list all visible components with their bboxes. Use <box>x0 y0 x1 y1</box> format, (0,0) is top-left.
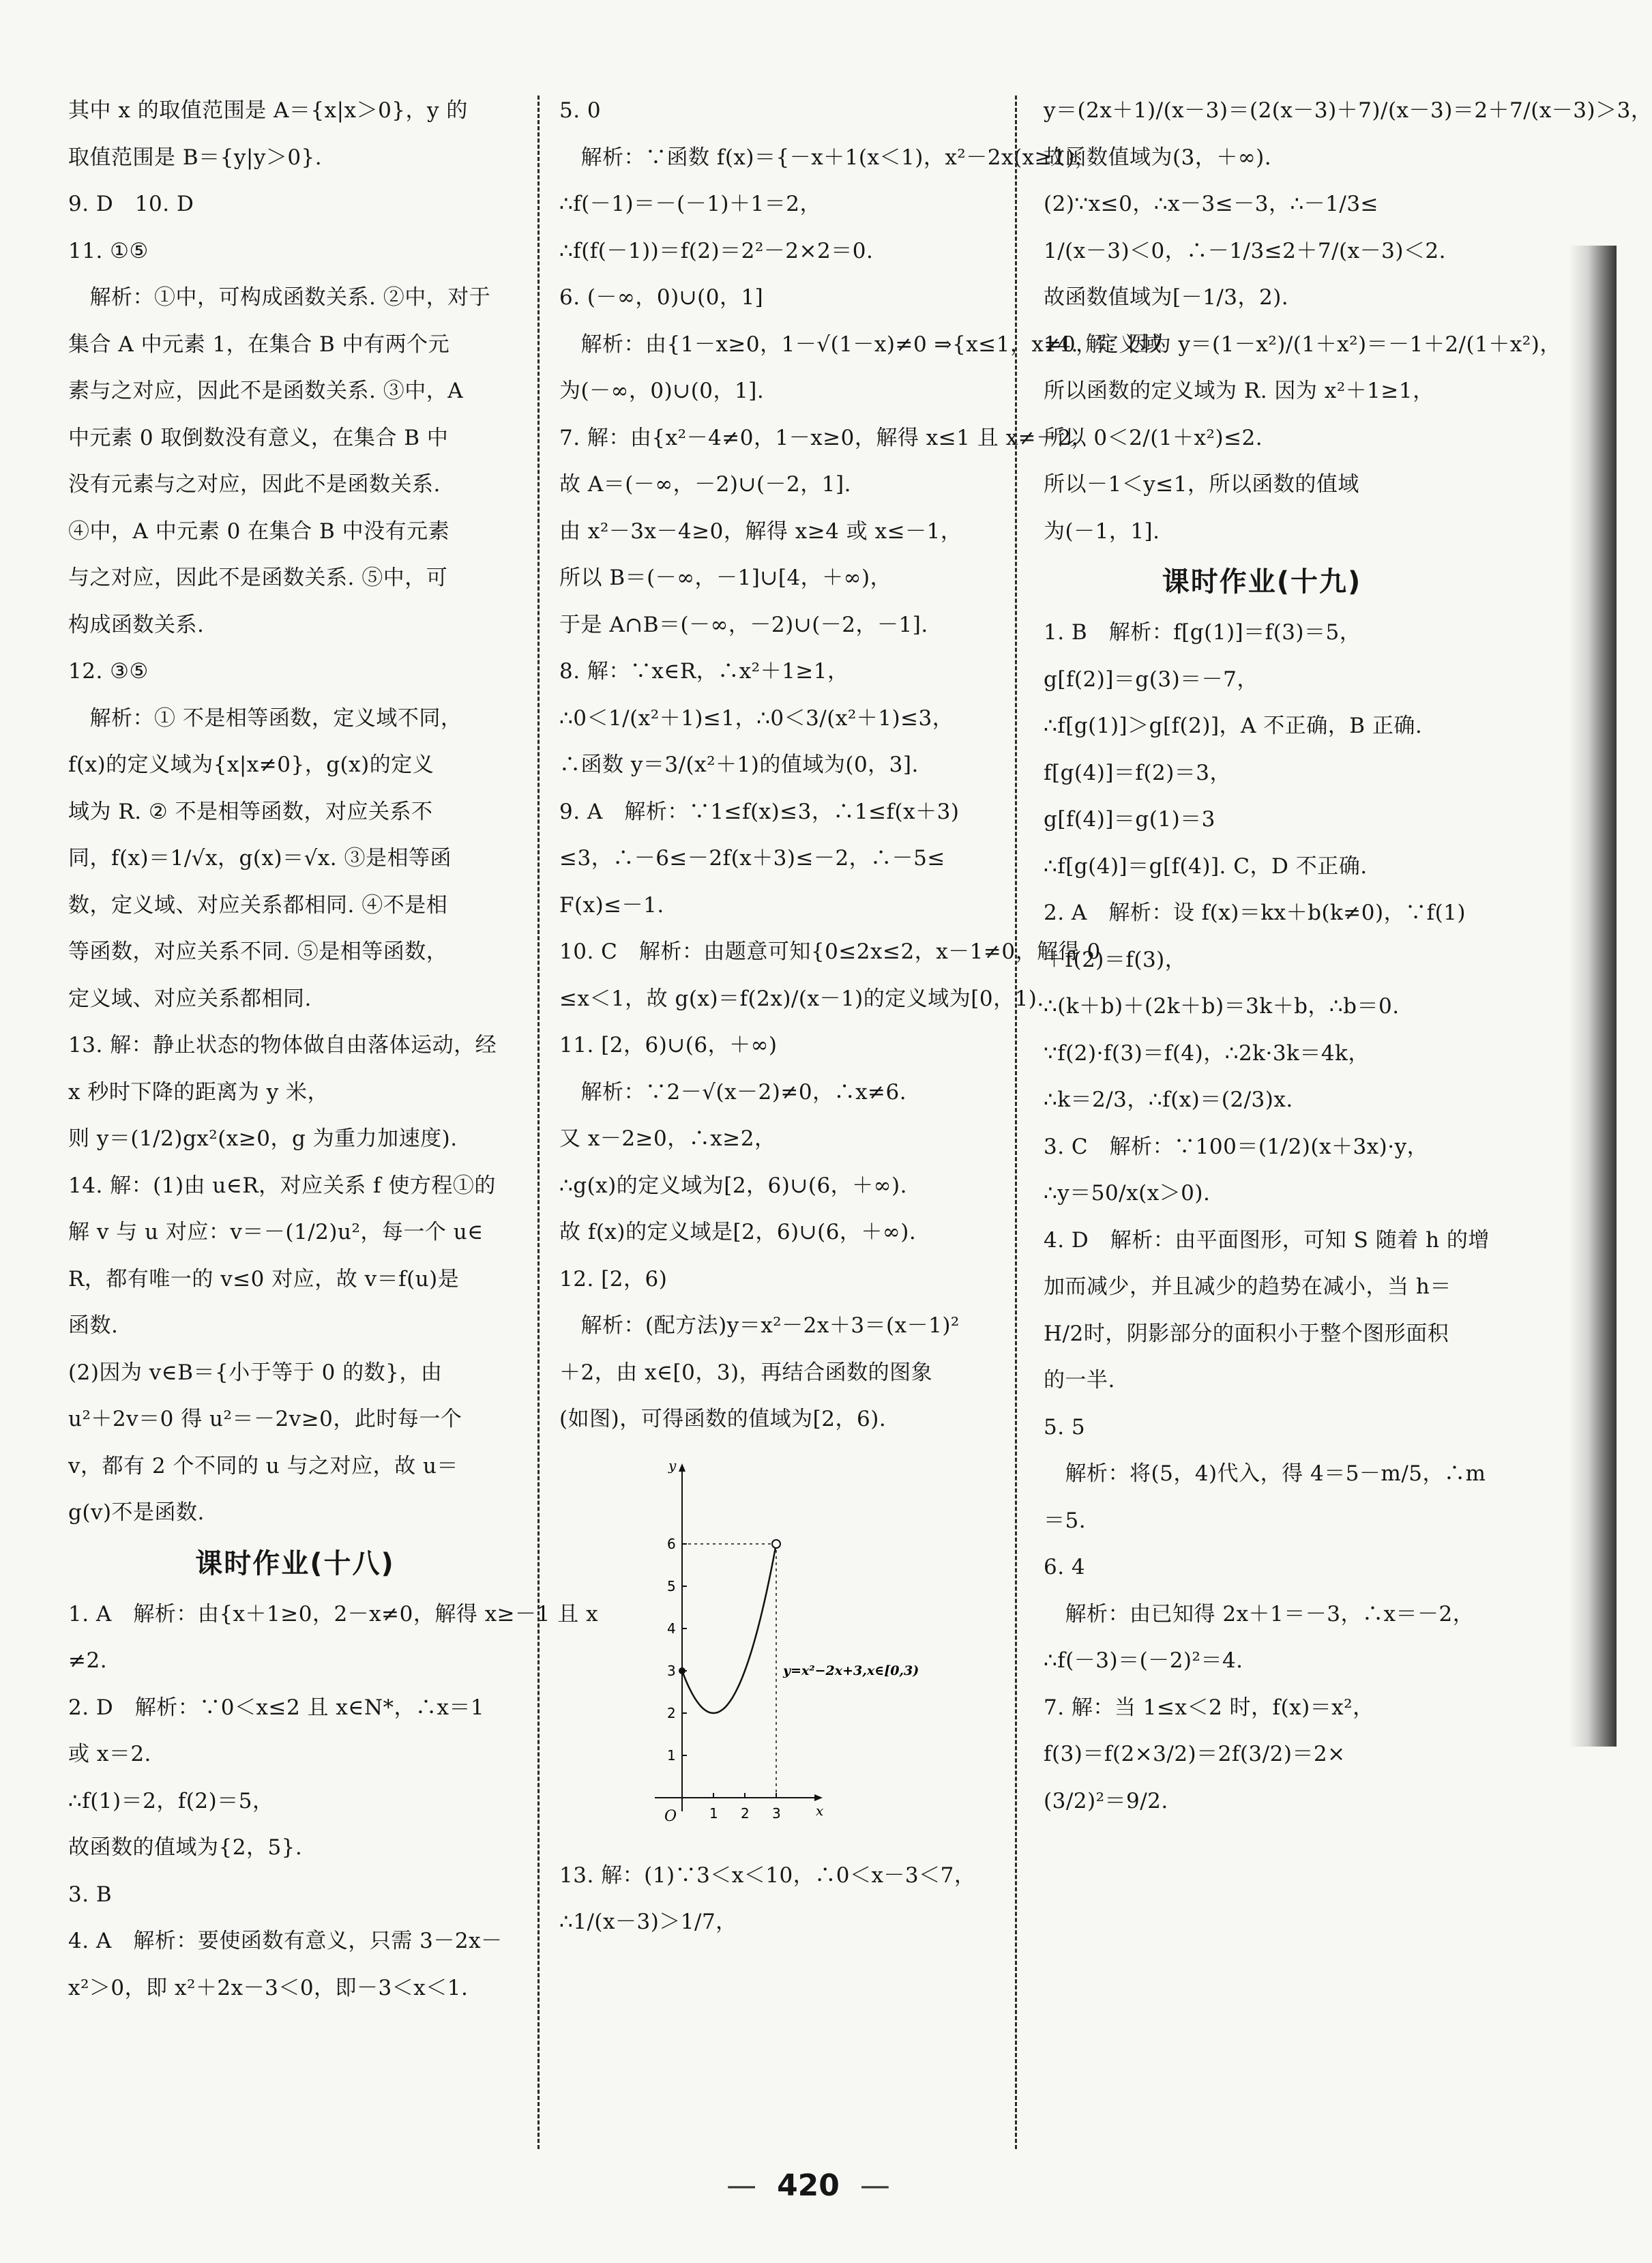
text-line: ∴f(－1)＝－(－1)＋1＝2， <box>559 192 821 216</box>
text-line: 1/(x－3)＜0，∴－1/3≤2＋7/(x－3)＜2. <box>1044 238 1447 263</box>
text-line: 所以 B＝(－∞，－1]∪[4，＋∞)， <box>559 566 892 590</box>
text-line: f[g(4)]＝f(2)＝3， <box>1044 760 1232 785</box>
text-line: 9. A 解析：∵1≤f(x)≤3，∴1≤f(x＋3) <box>559 799 960 824</box>
text-line: v，都有 2 个不同的 u 与之对应，故 u＝ <box>68 1453 458 1478</box>
text-line: 所以函数的定义域为 R. 因为 x²＋1≥1， <box>1044 379 1434 403</box>
text-line: 为(－∞，0)∪(0，1]. <box>559 379 765 403</box>
text-line: 故函数值域为[－1/3，2). <box>1044 285 1289 310</box>
text-line: f(3)＝f(2×3/2)＝2f(3/2)＝2× <box>1044 1742 1346 1766</box>
y-tick-label: 5 <box>667 1577 676 1594</box>
text-line: 解析：(配方法)y＝x²－2x＋3＝(x－1)² <box>559 1313 960 1338</box>
text-line: f(x)的定义域为{x|x≠0}，g(x)的定义 <box>68 753 434 777</box>
text-line: ∴函数 y＝3/(x²＋1)的值域为(0，3]. <box>559 753 919 777</box>
text-line: ∴f(1)＝2，f(2)＝5， <box>68 1788 274 1813</box>
text-line: 13. 解：静止状态的物体做自由落体运动，经 <box>68 1033 497 1057</box>
text-line: 中元素 0 取倒数没有意义，在集合 B 中 <box>68 425 449 450</box>
text-line: ∴f[g(1)]＞g[f(2)]，A 不正确，B 正确. <box>1044 714 1423 738</box>
x-axis-arrow <box>814 1794 823 1801</box>
text-line: 4. A 解析：要使函数有意义，只需 3－2x－ <box>68 1929 503 1953</box>
text-line: ∴f[g(4)]＝g[f(4)]. C，D 不正确. <box>1044 853 1368 879</box>
text-line: 由 x²－3x－4≥0，解得 x≥4 或 x≤－1， <box>559 519 962 544</box>
text-line: 7. 解：当 1≤x＜2 时，f(x)＝x²， <box>1044 1695 1374 1720</box>
text-line: 解析：将(5，4)代入，得 4＝5－m/5，∴m <box>1044 1461 1486 1486</box>
text-line: 则 y＝(1/2)gx²(x≥0，g 为重力加速度). <box>68 1126 458 1151</box>
origin-label: O <box>664 1807 677 1825</box>
text-line: 3. B <box>68 1882 113 1907</box>
text-line: 5. 0 <box>559 98 602 123</box>
text-line: ≤3，∴－6≤－2f(x＋3)≤－2，∴－5≤ <box>559 846 945 871</box>
text-line: ∴y＝50/x(x＞0). <box>1044 1181 1211 1206</box>
x-tick-label: 1 <box>709 1805 718 1822</box>
text-line: 故 f(x)的定义域是[2，6)∪(6，＋∞). <box>559 1220 917 1244</box>
text-line: 解 v 与 u 对应：v＝－(1/2)u²，每一个 u∈ <box>68 1220 484 1244</box>
section-heading: 课时作业(十九) <box>1162 566 1362 598</box>
text-line: ∴1/(x－3)＞1/7， <box>559 1910 737 1934</box>
text-line: 其中 x 的取值范围是 A＝{x|x＞0}，y 的 <box>68 98 468 123</box>
text-line: 定义域、对应关系都相同. <box>68 986 312 1011</box>
text-line: 5. 5 <box>1044 1414 1086 1440</box>
text-line: 8. 解：∵x∈R，∴x²＋1≥1， <box>559 659 849 684</box>
text-line: ∴k＝2/3，∴f(x)＝(2/3)x. <box>1044 1087 1293 1112</box>
y-axis-label: y <box>668 1457 677 1474</box>
text-line: 加而减少，并且减少的趋势在减小，当 h＝ <box>1044 1274 1451 1299</box>
y-tick-label: 4 <box>667 1620 676 1637</box>
y-tick-label: 1 <box>667 1747 676 1764</box>
text-line: 所以 0＜2/(1＋x²)≤2. <box>1044 425 1263 450</box>
text-line: ＋2，由 x∈[0，3)，再结合函数的图象 <box>559 1360 933 1385</box>
text-line: g(v)不是函数. <box>68 1500 205 1525</box>
text-line: 所以－1＜y≤1，所以函数的值域 <box>1044 472 1359 497</box>
text-line: (如图)，可得函数的值域为[2，6). <box>559 1407 887 1431</box>
text-line: 等函数，对应关系不同. ⑤是相等函数， <box>68 939 448 964</box>
text-line: 数，定义域、对应关系都相同. ④不是相 <box>68 892 448 918</box>
text-line: ∴f(f(－1))＝f(2)＝2²－2×2＝0. <box>559 238 874 263</box>
text-line: 12. [2，6) <box>559 1266 668 1291</box>
text-line: 2. D 解析：∵0＜x≤2 且 x∈N*，∴x＝1 <box>68 1695 485 1720</box>
text-line: 为(－1，1]. <box>1044 519 1160 544</box>
text-line: 7. 解：由{x²－4≠0，1－x≥0，解得 x≤1 且 x≠－2， <box>559 425 1093 450</box>
text-line: 的一半. <box>1044 1368 1115 1392</box>
text-line: 9. D 10. D <box>68 192 194 216</box>
text-line: 解析：由已知得 2x＋1＝－3，∴x＝－2， <box>1044 1601 1475 1626</box>
y-tick-label: 2 <box>667 1704 676 1721</box>
column-divider-1 <box>537 96 540 2149</box>
text-line: g[f(4)]＝g(1)＝3 <box>1044 807 1215 832</box>
text-line: ∴f(－3)＝(－2)²＝4. <box>1044 1648 1243 1673</box>
text-line: ＋f(2)＝f(3)， <box>1044 947 1187 972</box>
text-line: ∵f(2)·f(3)＝f(4)，∴2k·3k＝4k， <box>1044 1040 1370 1066</box>
start-point <box>679 1667 685 1674</box>
text-line: (2)∵x≤0，∴x－3≤－3，∴－1/3≤ <box>1044 192 1379 216</box>
text-line: 1. B 解析：f[g(1)]＝f(3)＝5， <box>1044 620 1361 645</box>
curve-label: y=x²−2x+3,x∈[0,3) <box>783 1663 919 1678</box>
function-graph <box>641 1443 928 1845</box>
function-graph-figure <box>559 1443 1003 1852</box>
page-number: — 420 — <box>726 2168 890 2203</box>
text-line: 构成函数关系. <box>68 612 205 637</box>
text-line: 解析：∵2－√(x－2)≠0，∴x≠6. <box>559 1079 907 1105</box>
section-heading: 课时作业(十八) <box>195 1547 395 1579</box>
text-line: 故 A＝(－∞，－2)∪(－2，1]. <box>559 472 851 497</box>
text-line: 又 x－2≥0，∴x≥2， <box>559 1126 776 1151</box>
text-line: 集合 A 中元素 1，在集合 B 中有两个元 <box>68 332 450 357</box>
text-line: ④中，A 中元素 0 在集合 B 中没有元素 <box>68 519 450 544</box>
text-line: ∴g(x)的定义域为[2，6)∪(6，＋∞). <box>559 1173 907 1198</box>
text-line: 故函数值域为(3，＋∞). <box>1044 145 1272 170</box>
text-line: 13. 解：(1)∵3＜x＜10，∴0＜x－3＜7， <box>559 1863 976 1888</box>
text-line: 14. 解：(1)由 u∈R，对应关系 f 使方程①的 <box>68 1173 496 1198</box>
text-line: ∴(k＋b)＋(2k＋b)＝3k＋b，∴b＝0. <box>1044 994 1400 1019</box>
text-line: 与之对应，因此不是函数关系. ⑤中，可 <box>68 566 448 590</box>
y-axis-arrow <box>679 1463 685 1472</box>
text-line: 6. (－∞，0)∪(0，1] <box>559 285 764 310</box>
page-number-text: 420 <box>777 2168 840 2203</box>
text-line: 1. A 解析：由{x＋1≥0，2－x≠0，解得 x≥－1 且 x <box>68 1601 599 1626</box>
book-binding-shadow <box>1569 246 1617 1747</box>
text-line: (3/2)²＝9/2. <box>1044 1788 1168 1813</box>
text-line: 取值范围是 B＝{y|y＞0}. <box>68 145 323 170</box>
text-line: R，都有唯一的 v≤0 对应，故 v＝f(u)是 <box>68 1266 460 1291</box>
text-line: F(x)≤－1. <box>559 892 664 918</box>
text-line: ＝5. <box>1044 1508 1087 1533</box>
text-line: 2. A 解析：设 f(x)＝kx＋b(k≠0)，∵f(1) <box>1044 901 1466 925</box>
text-line: 解析：由{1－x≥0，1－√(1－x)≠0 ⇒{x≤1，x≠0，定义域 <box>559 332 1162 357</box>
text-line: g[f(2)]＝g(3)＝－7， <box>1044 667 1258 692</box>
text-line: 于是 A∩B＝(－∞，－2)∪(－2，－1]. <box>559 612 928 637</box>
text-line: x²＞0，即 x²＋2x－3＜0，即－3＜x＜1. <box>68 1975 469 2000</box>
text-line: H/2时，阴影部分的面积小于整个图形面积 <box>1044 1321 1449 1346</box>
text-line: 3. C 解析：∵100＝(1/2)(x＋3x)·y， <box>1044 1134 1429 1159</box>
column-divider-2 <box>1015 96 1017 2149</box>
column-right <box>1044 87 1652 1824</box>
text-line: u²＋2v＝0 得 u²＝－2v≥0，此时每一个 <box>68 1407 462 1431</box>
text-line: 解析：① 不是相等函数，定义域不同， <box>68 705 462 731</box>
text-line: 12. ③⑤ <box>68 659 149 684</box>
text-line: 没有元素与之对应，因此不是函数关系. <box>68 472 441 497</box>
y-tick-label: 3 <box>667 1662 676 1679</box>
x-tick-label: 3 <box>772 1805 781 1822</box>
text-line: 素与之对应，因此不是函数关系. ③中，A <box>68 379 464 403</box>
text-line: 6. 4 <box>1044 1555 1086 1579</box>
text-line: 11. ①⑤ <box>68 238 149 263</box>
text-line: 14. 解：因为 y＝(1－x²)/(1＋x²)＝－1＋2/(1＋x²)， <box>1044 332 1561 357</box>
text-line: 4. D 解析：由平面图形，可知 S 随着 h 的增 <box>1044 1227 1490 1253</box>
x-tick-label: 2 <box>741 1805 750 1822</box>
x-axis-label: x <box>816 1802 824 1819</box>
text-line: y＝(2x＋1)/(x－3)＝(2(x－3)＋7)/(x－3)＝2＋7/(x－3)＞3， <box>1044 98 1652 123</box>
text-line: 或 x＝2. <box>68 1742 151 1766</box>
text-line: ≠2. <box>68 1648 108 1673</box>
y-tick-label: 6 <box>667 1535 676 1552</box>
open-endpoint <box>772 1540 780 1548</box>
text-line: 函数. <box>68 1313 119 1338</box>
text-line: 同，f(x)＝1/√x，g(x)＝√x. ③是相等函 <box>68 846 452 871</box>
text-line: 10. C 解析：由题意可知{0≤2x≤2，x－1≠0，解得 0 <box>559 939 1101 964</box>
parabola-curve <box>682 1544 776 1713</box>
text-line: 域为 R. ② 不是相等函数，对应关系不 <box>68 799 433 824</box>
text-line: 故函数的值域为{2，5}. <box>68 1835 303 1860</box>
text-line: ≤x＜1，故 g(x)＝f(2x)/(x－1)的定义域为[0，1). <box>559 986 1044 1011</box>
text-line: x 秒时下降的距离为 y 米， <box>68 1079 329 1105</box>
text-line: 解析：①中，可构成函数关系. ②中，对于 <box>68 285 491 310</box>
text-line: 11. [2，6)∪(6，＋∞) <box>559 1033 778 1057</box>
text-line: ∴0＜1/(x²＋1)≤1，∴0＜3/(x²＋1)≤3， <box>559 705 954 731</box>
text-line: 解析：∵函数 f(x)＝{－x＋1(x＜1)，x²－2x(x≥1)， <box>559 145 1097 170</box>
text-line: (2)因为 v∈B＝{小于等于 0 的数}，由 <box>68 1360 443 1385</box>
